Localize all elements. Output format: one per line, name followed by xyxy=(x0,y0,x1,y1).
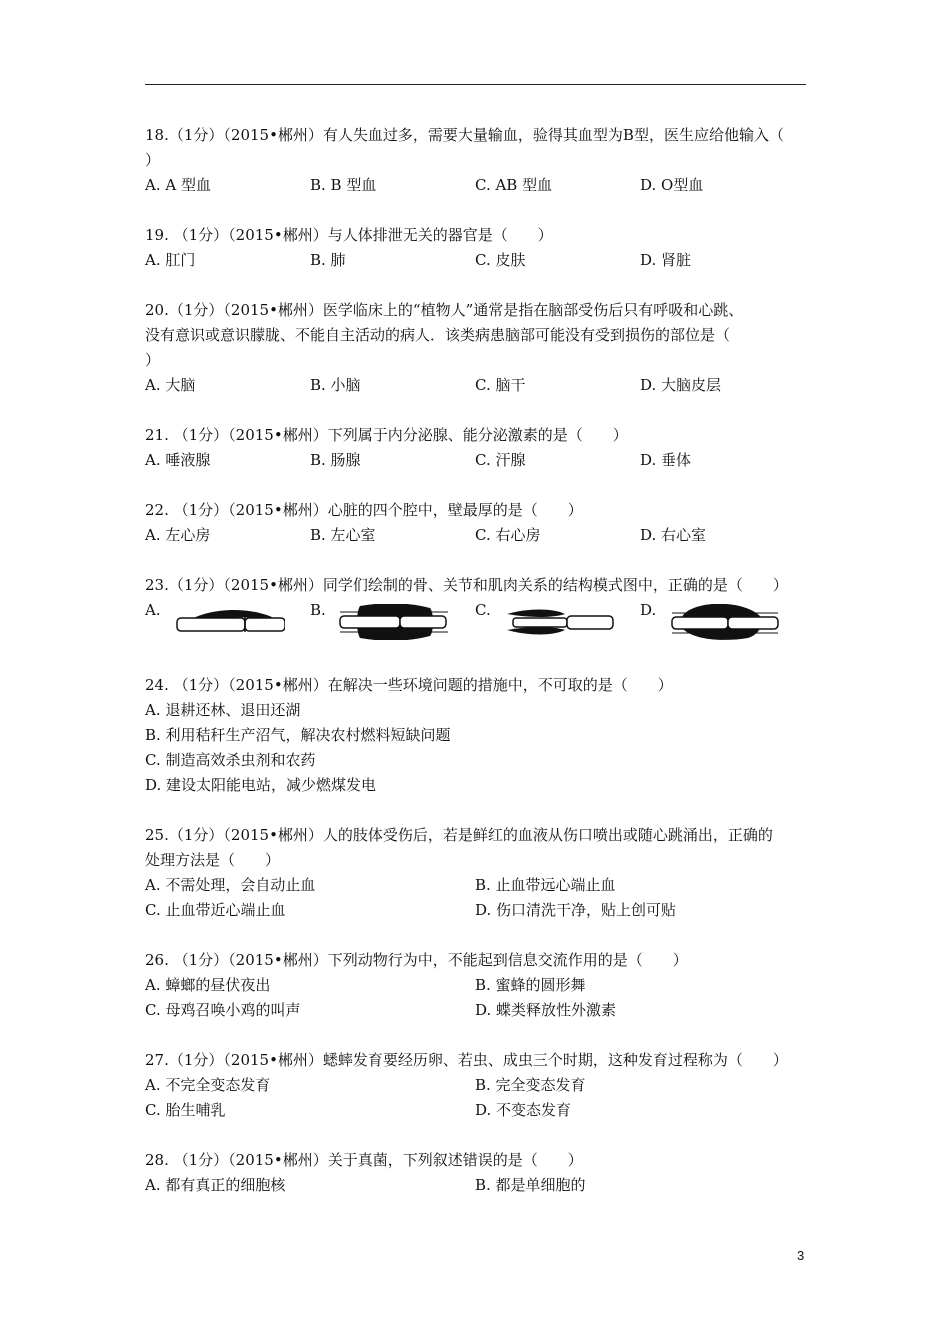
question-stem: 处理方法是（ ） xyxy=(145,851,281,869)
question-stem: 27.（1分）（2015•郴州）蟋蟀发育要经历卵、若虫、成虫三个时期，这种发育过程称为（ ） xyxy=(145,1051,788,1069)
question-21 xyxy=(145,423,810,473)
question-stem: 20.（1分）（2015•郴州）医学临床上的“植物人”通常是指在脑部受伤后只有呼吸和心跳、 xyxy=(145,301,744,319)
option-a[interactable]: A. 左心房 xyxy=(145,526,211,544)
option-a[interactable]: A. 都有真正的细胞核 xyxy=(145,1176,286,1194)
option-a[interactable]: A. 不完全变态发育 xyxy=(145,1076,271,1094)
option-row xyxy=(145,873,810,898)
question-stem: 18.（1分）（2015•郴州）有人失血过多，需要大量输血，验得其血型为B型，医生应给他输入（ xyxy=(145,126,784,144)
option-b[interactable]: B. 左心室 xyxy=(310,526,376,544)
option-b[interactable]: B. 肠腺 xyxy=(310,451,361,469)
question-28 xyxy=(145,1148,810,1198)
question-stem: 没有意识或意识朦胧、不能自主活动的病人．该类病患脑部可能没有受到损伤的部位是（ xyxy=(145,326,731,344)
figure-option-b[interactable] xyxy=(310,598,460,638)
question-27 xyxy=(145,1048,810,1123)
option-a[interactable]: A. A 型血 xyxy=(145,176,211,194)
option-d[interactable]: D. 不变态发育 xyxy=(475,1101,572,1119)
option-b[interactable]: B. 蜜蜂的圆形舞 xyxy=(475,976,586,994)
option-c[interactable]: C. 止血带近心端止血 xyxy=(145,901,286,919)
question-23 xyxy=(145,573,810,643)
option-a[interactable]: A. 退耕还林、退田还湖 xyxy=(145,701,301,719)
option-c: C. xyxy=(475,601,491,619)
option-row xyxy=(145,973,810,998)
figure-option-d[interactable] xyxy=(640,598,790,638)
option-c[interactable]: C. 制造高效杀虫剂和农药 xyxy=(145,751,316,769)
option-b[interactable]: B. 肺 xyxy=(310,251,346,269)
option-row xyxy=(145,1073,810,1098)
option-b[interactable]: B. 止血带远心端止血 xyxy=(475,876,616,894)
bone-muscle-diagram-c xyxy=(503,604,615,640)
option-d[interactable]: D. 建设太阳能电站，减少燃煤发电 xyxy=(145,776,377,794)
option-d[interactable]: D. 伤口清洗干净，贴上创可贴 xyxy=(475,901,677,919)
option-d[interactable]: D. 大脑皮层 xyxy=(640,376,722,394)
option-row xyxy=(145,1173,810,1198)
option-row xyxy=(145,448,810,473)
header-rule xyxy=(145,84,806,85)
option-b: B. xyxy=(310,601,326,619)
question-22 xyxy=(145,498,810,548)
option-d[interactable]: D. 右心室 xyxy=(640,526,707,544)
bone-muscle-diagram-d xyxy=(668,604,780,640)
option-row xyxy=(145,173,810,198)
question-stem: 26. （1分）（2015•郴州）下列动物行为中，不能起到信息交流作用的是（ ） xyxy=(145,951,688,969)
option-a: A. xyxy=(145,601,161,619)
option-c[interactable]: C. 胎生哺乳 xyxy=(145,1101,226,1119)
option-row xyxy=(145,373,810,398)
question-stem: ） xyxy=(145,351,161,369)
question-20 xyxy=(145,298,810,398)
option-c[interactable]: C. 母鸡召唤小鸡的叫声 xyxy=(145,1001,301,1019)
question-stem: 28. （1分）（2015•郴州）关于真菌，下列叙述错误的是（ ） xyxy=(145,1151,583,1169)
option-b[interactable]: B. 都是单细胞的 xyxy=(475,1176,586,1194)
option-c[interactable]: C. 右心房 xyxy=(475,526,541,544)
figure-option-a[interactable] xyxy=(145,598,295,638)
option-row xyxy=(145,998,810,1023)
option-c[interactable]: C. AB 型血 xyxy=(475,176,553,194)
option-d[interactable]: D. 垂体 xyxy=(640,451,692,469)
option-b[interactable]: B. 完全变态发育 xyxy=(475,1076,586,1094)
option-c[interactable]: C. 脑干 xyxy=(475,376,526,394)
figure-option-row xyxy=(145,598,810,643)
bone-muscle-diagram-a xyxy=(173,604,285,640)
option-b[interactable]: B. B 型血 xyxy=(310,176,377,194)
option-a[interactable]: A. 大脑 xyxy=(145,376,196,394)
question-24 xyxy=(145,673,810,798)
option-c[interactable]: C. 汗腺 xyxy=(475,451,526,469)
option-row xyxy=(145,1098,810,1123)
question-stem: 19. （1分）（2015•郴州）与人体排泄无关的器官是（ ） xyxy=(145,226,553,244)
question-stem: ） xyxy=(145,151,161,169)
option-d[interactable]: D. O型血 xyxy=(640,176,704,194)
question-18 xyxy=(145,123,810,198)
question-stem: 21. （1分）（2015•郴州）下列属于内分泌腺、能分泌激素的是（ ） xyxy=(145,426,628,444)
bone-muscle-diagram-b xyxy=(338,604,450,640)
question-25 xyxy=(145,823,810,923)
option-a[interactable]: A. 肛门 xyxy=(145,251,196,269)
question-stem: 22. （1分）（2015•郴州）心脏的四个腔中，壁最厚的是（ ） xyxy=(145,501,583,519)
option-b[interactable]: B. 利用秸秆生产沼气，解决农村燃料短缺问题 xyxy=(145,726,451,744)
option-a[interactable]: A. 蟑螂的昼伏夜出 xyxy=(145,976,271,994)
option-row xyxy=(145,898,810,923)
option-row xyxy=(145,248,810,273)
question-26 xyxy=(145,948,810,1023)
option-a[interactable]: A. 唾液腺 xyxy=(145,451,211,469)
option-row xyxy=(145,523,810,548)
option-c[interactable]: C. 皮肤 xyxy=(475,251,526,269)
option-d[interactable]: D. 蝶类释放性外激素 xyxy=(475,1001,617,1019)
question-19 xyxy=(145,223,810,273)
figure-option-c[interactable] xyxy=(475,598,625,638)
page-number: 3 xyxy=(797,1248,805,1263)
option-b[interactable]: B. 小脑 xyxy=(310,376,361,394)
option-a[interactable]: A. 不需处理，会自动止血 xyxy=(145,876,316,894)
question-stem: 25.（1分）（2015•郴州）人的肢体受伤后，若是鲜红的血液从伤口喷出或随心跳涌出，正确的 xyxy=(145,826,773,844)
option-d[interactable]: D. 肾脏 xyxy=(640,251,692,269)
question-stem: 23.（1分）（2015•郴州）同学们绘制的骨、关节和肌肉关系的结构模式图中，正确的是（ ） xyxy=(145,576,788,594)
question-stem: 24. （1分）（2015•郴州）在解决一些环境问题的措施中，不可取的是（ ） xyxy=(145,676,673,694)
option-d: D. xyxy=(640,601,657,619)
